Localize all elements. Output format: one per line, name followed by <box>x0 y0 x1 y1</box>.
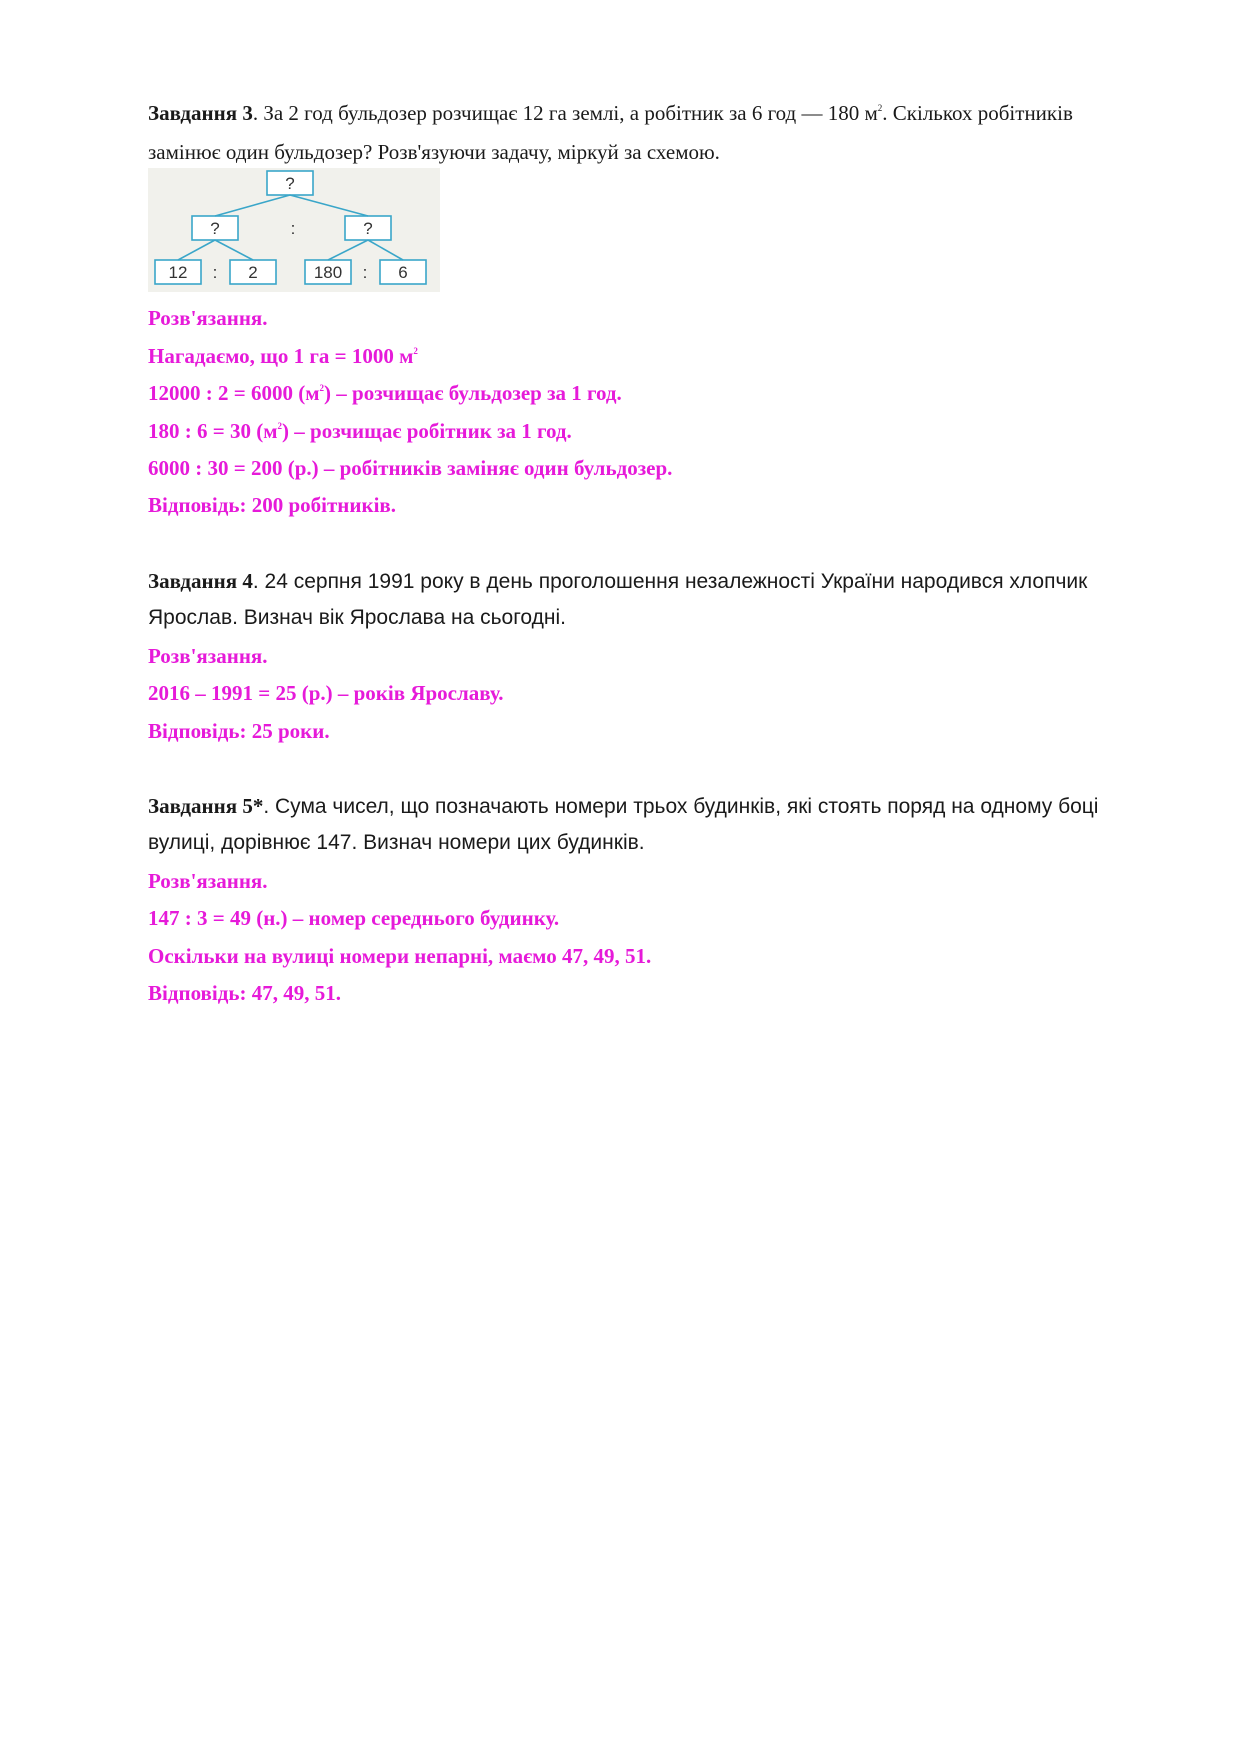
scheme-edge <box>368 240 403 260</box>
scheme-mid-colon: : <box>290 219 296 238</box>
task3-solution-line3-sup: 2 <box>277 421 283 431</box>
task5-label: Завдання 5* <box>148 794 264 818</box>
task3-solution-line2-sup: 2 <box>319 383 325 393</box>
task3-solution-line2-b: ) – розчищає бульдозер за 1 год. <box>324 381 622 405</box>
scheme-colon-left: : <box>212 263 218 282</box>
task3-solution-line3 <box>148 419 572 444</box>
task5-solution-line2: Оскільки на вулиці номери непарні, маємо 47, 49, 51. <box>148 944 652 968</box>
scheme-edge <box>290 195 368 216</box>
scheme-value-2: 2 <box>248 263 258 282</box>
task3-line1 <box>148 101 1073 126</box>
scheme-value-6: 6 <box>398 263 408 282</box>
task3-solution-heading: Розв'язання. <box>148 306 268 330</box>
scheme-edge <box>178 240 215 260</box>
task4-solution-line1: 2016 – 1991 = 25 (р.) – років Ярославу. <box>148 681 504 705</box>
task4-line2: Ярослав. Визнач вік Ярослава на сьогодні. <box>148 606 566 629</box>
task5-answer: Відповідь: 47, 49, 51. <box>148 981 341 1005</box>
task4-label: Завдання 4 <box>148 569 253 593</box>
scheme-value-180: 180 <box>313 263 343 282</box>
task3-text1: . За 2 год бульдозер розчищає 12 га землі, а робітник за 6 год — 180 м <box>252 101 878 125</box>
task5-line1 <box>148 794 1098 819</box>
scheme-diagram <box>148 168 440 292</box>
task3-sup: 2 <box>877 103 883 113</box>
task4-line1 <box>148 569 1087 594</box>
task3-scheme <box>148 168 440 292</box>
task3-answer: Відповідь: 200 робітників. <box>148 493 396 517</box>
task4-solution-heading: Розв'язання. <box>148 644 268 668</box>
task3-solution-line1-sup: 2 <box>413 346 418 356</box>
task3-text1-end: . Скількох робітників <box>882 101 1073 125</box>
scheme-edge <box>215 240 253 260</box>
task4-text1: . 24 серпня 1991 року в день проголошення незалежності України народився хлопчик <box>252 570 1088 593</box>
task3-line2: замінює один бульдозер? Розв'язуючи задачу, міркуй за схемою. <box>148 140 720 164</box>
task3-solution-line2 <box>148 381 622 406</box>
scheme-edge <box>215 195 290 216</box>
scheme-value-12: 12 <box>168 263 188 282</box>
task3-solution-line3-b: ) – розчищає робітник за 1 год. <box>282 419 572 443</box>
task3-label: Завдання 3 <box>148 101 253 125</box>
task5-solution-heading: Розв'язання. <box>148 869 268 893</box>
task5-text1: . Сума чисел, що позначають номери трьох будинків, які стоять поряд на одному боці <box>263 795 1099 818</box>
scheme-edge <box>328 240 368 260</box>
task3-solution-line4: 6000 : 30 = 200 (р.) – робітників заміняє один бульдозер. <box>148 456 673 480</box>
scheme-left-text: ? <box>210 219 220 238</box>
scheme-colon-right: : <box>362 263 368 282</box>
task5-line2: вулиці, дорівнює 147. Визнач номери цих будинків. <box>148 831 645 854</box>
task4-answer: Відповідь: 25 роки. <box>148 719 330 743</box>
task3-solution-line1-text: Нагадаємо, що 1 га = 1000 м <box>148 344 414 368</box>
task3-solution-line3-a: 180 : 6 = 30 (м <box>148 419 278 443</box>
task3-solution-line2-a: 12000 : 2 = 6000 (м <box>148 381 320 405</box>
scheme-top-text: ? <box>285 174 295 193</box>
scheme-right-text: ? <box>363 219 373 238</box>
task5-solution-line1: 147 : 3 = 49 (н.) – номер середнього будинку. <box>148 906 560 930</box>
task3-solution-line1 <box>148 344 418 369</box>
